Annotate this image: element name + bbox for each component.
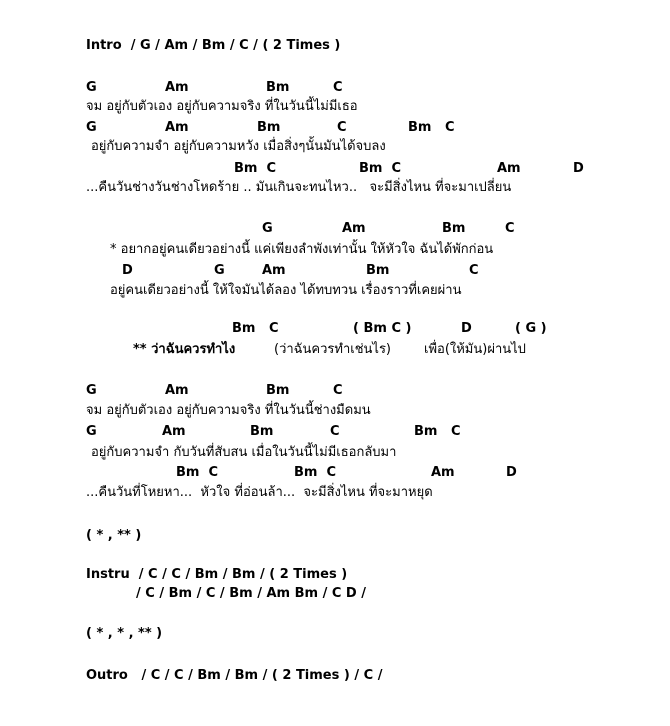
chord: Bm [366, 263, 390, 278]
lyric-line: อยู่กับความจำ กับวันที่สับสน เมื่อในวันนี้ไม่มีเธอกลับมา [91, 445, 397, 460]
chord: Am [162, 424, 186, 439]
lyric-line: จม อยู่กับตัวเอง อยู่กับความจริง ที่ในวันนี้ช่างมืดมน [86, 403, 371, 418]
chord: Am [165, 383, 189, 398]
lyric-line: (ว่าฉันควรทำเช่นไร) [274, 342, 392, 357]
chord: G [86, 120, 97, 135]
lyric-line: * อยากอยู่คนเดียวอย่างนี้ แค่เพียงลำพังเท่านั้น ให้หัวใจ ฉันได้พักก่อน [110, 242, 494, 257]
chord: Bm C [359, 161, 402, 176]
chord: Bm C [232, 321, 279, 336]
chord: Bm C [414, 424, 461, 439]
lyric-line: อยู่คนเดียวอย่างนี้ ให้ใจมันได้ลอง ได้ทบทวน เรื่องราวที่เคยผ่าน [110, 283, 462, 298]
chord: C [505, 221, 515, 236]
repeat-marker: ( * , * , ** ) [86, 626, 163, 641]
chord: G [214, 263, 225, 278]
instru-line: Instru / C / C / Bm / Bm / ( 2 Times ) [86, 567, 348, 582]
lyric-line: อยู่กับความจำ อยู่กับความหวัง เมื่อสิ่งๆนั้นมันได้จบลง [91, 139, 386, 154]
lyric-line: ...คืนวันที่โหยหา... หัวใจ ที่อ่อนล้า... จะมีสิ่งไหน ที่จะมาหยุด [86, 485, 433, 500]
chord: Am [431, 465, 455, 480]
chord: G [86, 80, 97, 95]
chord: G [262, 221, 273, 236]
chord: Bm C [234, 161, 277, 176]
chord: D [461, 321, 472, 336]
chord: Am [342, 221, 366, 236]
chord: D [122, 263, 133, 278]
chord: ( G ) [515, 321, 547, 336]
chord: D [573, 161, 584, 176]
lyric-line: เพื่อ(ให้มัน)ผ่านไป [424, 342, 526, 357]
chord: ( Bm C ) [353, 321, 412, 336]
chord: Am [262, 263, 286, 278]
chord: Bm [266, 80, 290, 95]
chord: C [469, 263, 479, 278]
chord: Am [165, 80, 189, 95]
instru-line-continued: / C / Bm / C / Bm / Am Bm / C D / [136, 586, 366, 601]
chord: Bm C [176, 465, 219, 480]
chord: C [337, 120, 347, 135]
chord: G [86, 383, 97, 398]
lyric-line: ...คืนวันช่างวันช่างโหดร้าย .. มันเกินจะทนไหว.. จะมีสิ่งไหน ที่จะมาเปลี่ยน [86, 180, 512, 195]
chord: Am [165, 120, 189, 135]
repeat-marker: ( * , ** ) [86, 528, 142, 543]
outro-line: Outro / C / C / Bm / Bm / ( 2 Times ) / C / [86, 668, 383, 683]
chord: C [333, 80, 343, 95]
chord: C [333, 383, 343, 398]
chord: Bm [442, 221, 466, 236]
lyric-line: จม อยู่กับตัวเอง อยู่กับความจริง ที่ในวันนี้ไม่มีเธอ [86, 99, 358, 114]
lyric-line: ** ว่าฉันควรทำไง [133, 342, 236, 357]
chord: G [86, 424, 97, 439]
intro-line: Intro / G / Am / Bm / C / ( 2 Times ) [86, 38, 341, 53]
chord: Am [497, 161, 521, 176]
chord: Bm [257, 120, 281, 135]
chord: Bm C [294, 465, 337, 480]
chord: Bm [266, 383, 290, 398]
chord: C [330, 424, 340, 439]
chord: Bm C [408, 120, 455, 135]
chord: Bm [250, 424, 274, 439]
chord: D [506, 465, 517, 480]
